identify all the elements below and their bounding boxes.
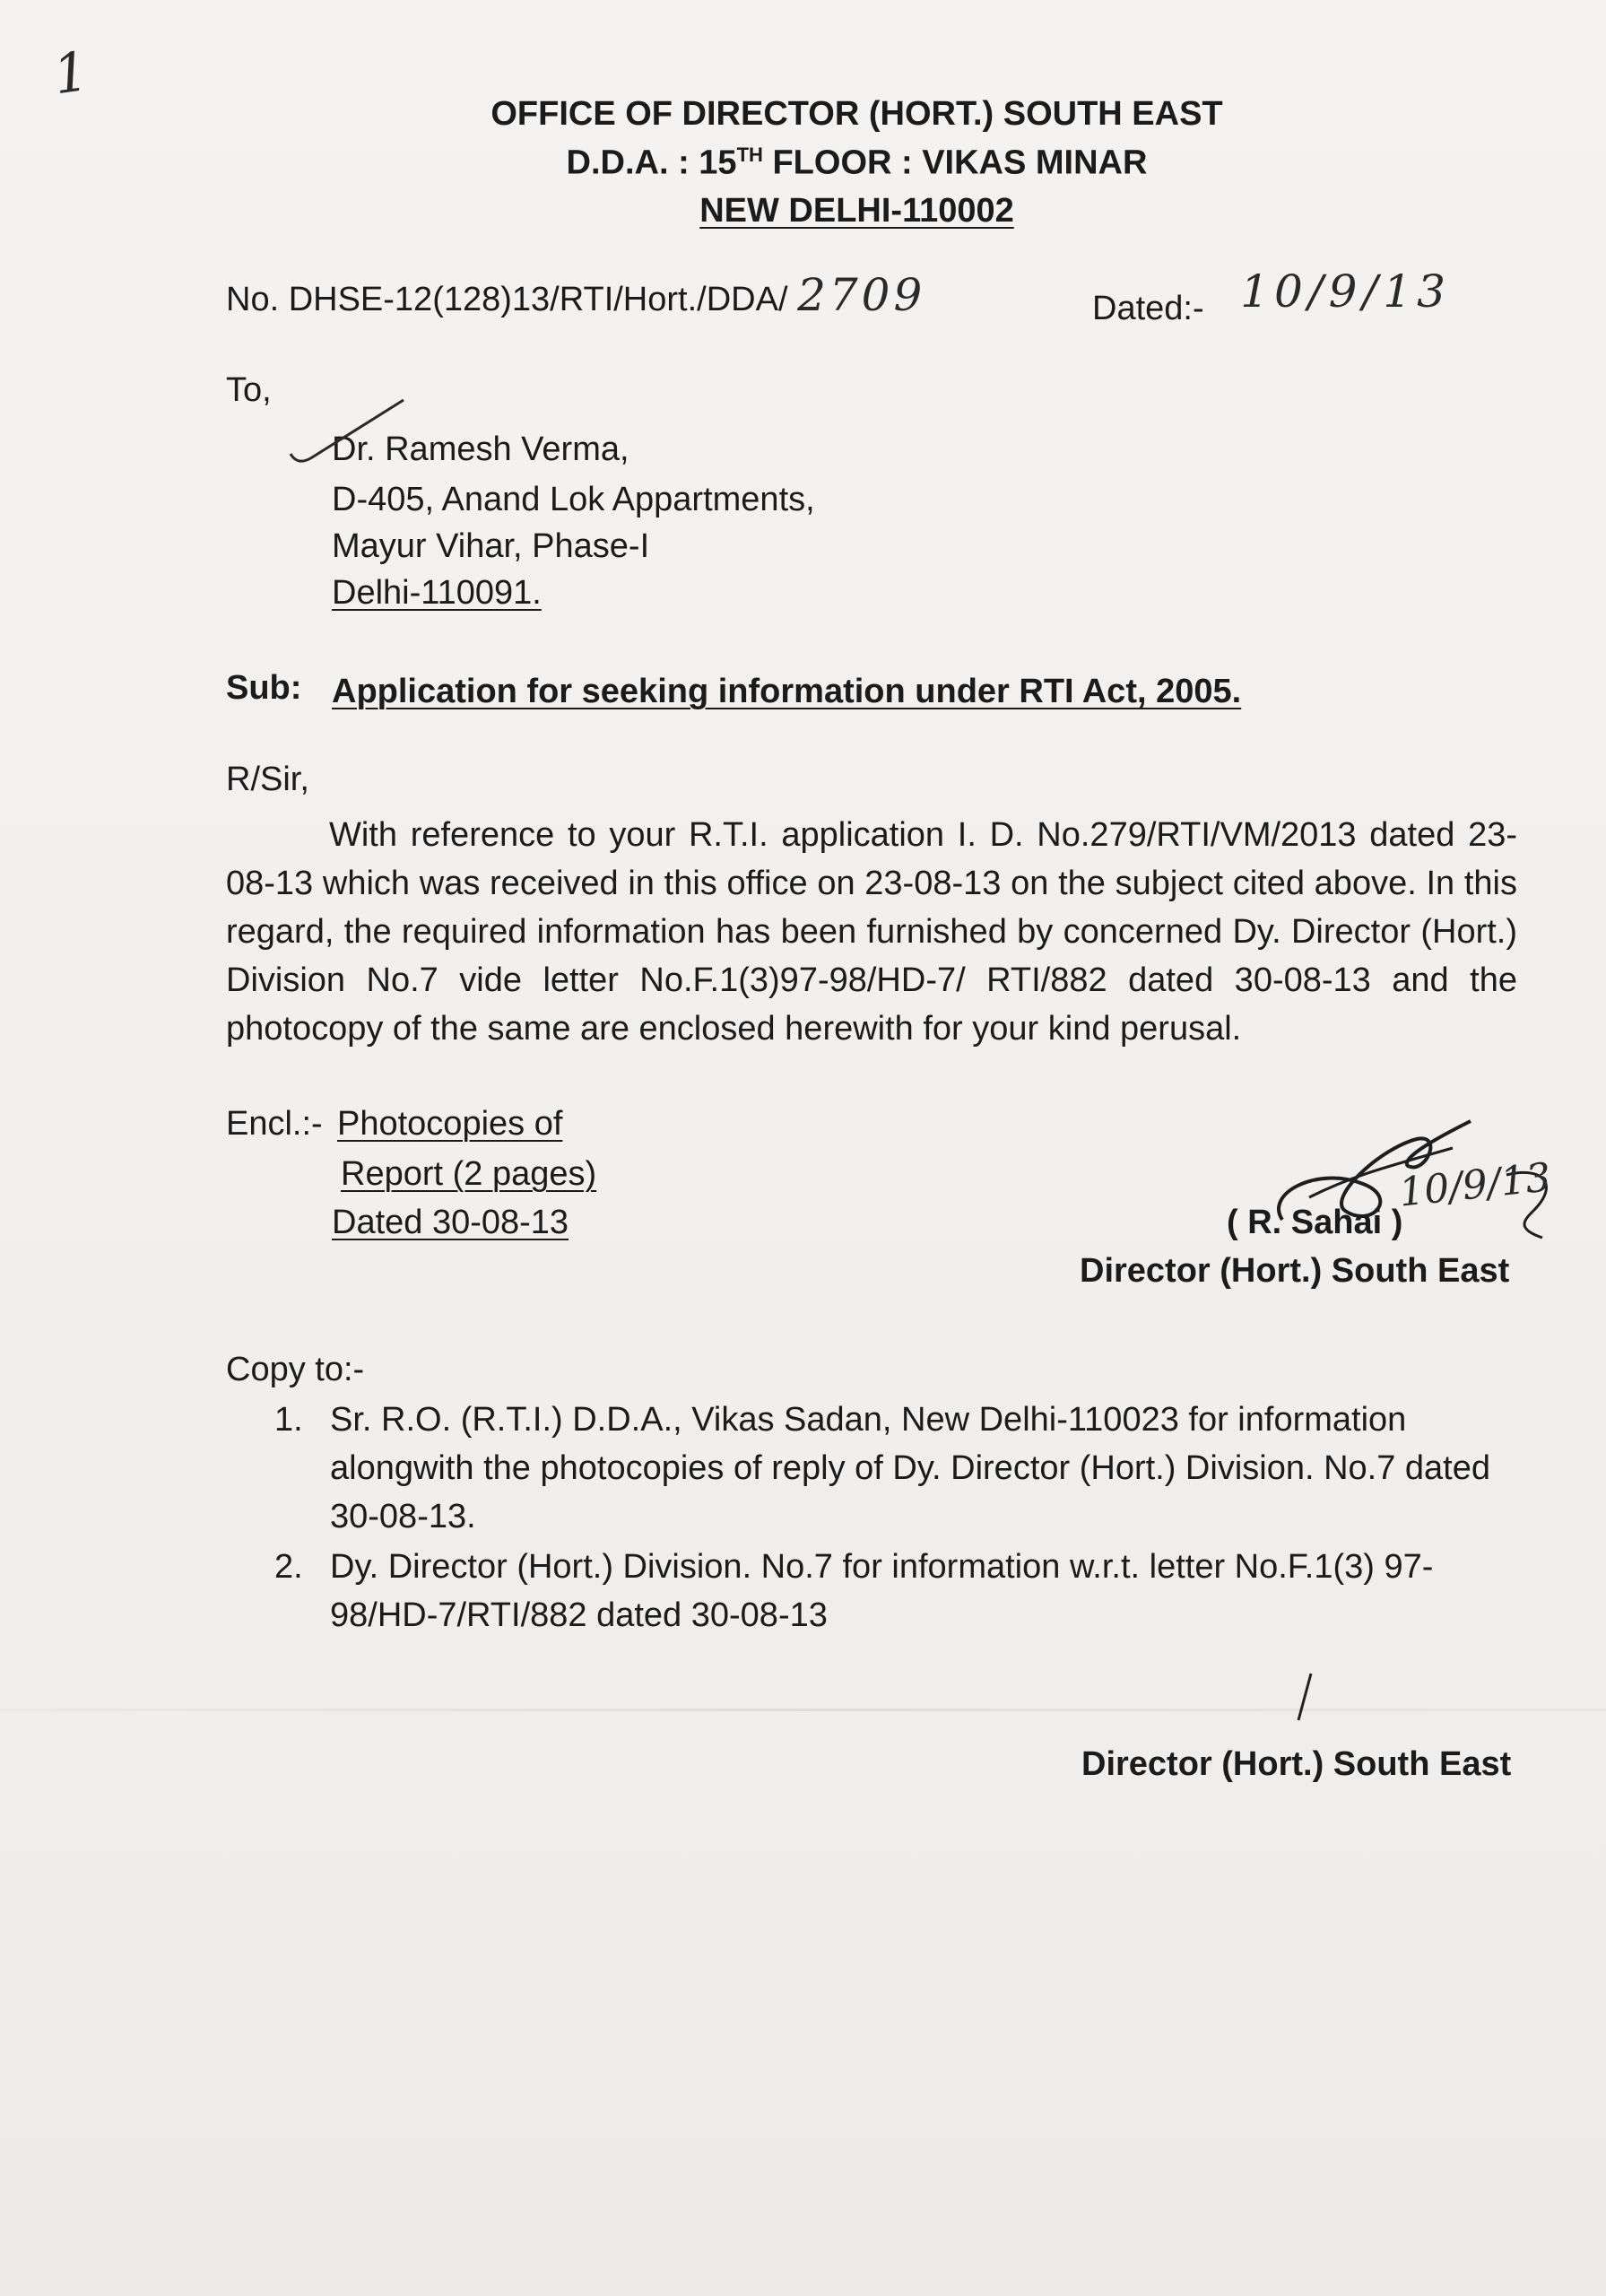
recipient-address-line2: Mayur Vihar, Phase-I — [332, 527, 650, 565]
enclosure-line1 — [337, 1100, 562, 1148]
corner-handwritten-mark: 1 — [49, 39, 92, 108]
enclosure-label: Encl.:- — [226, 1105, 323, 1143]
to-label: To, — [226, 371, 272, 409]
list-item-number: 1. — [274, 1401, 303, 1439]
body-text: With reference to your R.T.I. application I. D. No.279/RTI/VM/2013 dated 23-08-13 which was received in this office on 23-08-13 on the subject cited above. In this regard, the required information has been furnished by concerned Dy. Director (Hort.) Division No.7 vide letter No.F.1(3)97-98/HD-7/ RTI/882 dated 30-08-13 and the photocopy of the same are enclosed herewith for your kind perusal. — [226, 816, 1517, 1048]
recipient-address-line3-text: Delhi-110091. — [332, 574, 542, 612]
address-floor-prefix: D.D.A. : 15 — [566, 144, 737, 182]
reference-date-handwritten: 10/9/13 — [1240, 265, 1451, 317]
recipient-address-line3 — [332, 569, 542, 617]
recipient-address-line1: D-405, Anand Lok Appartments, — [332, 481, 815, 518]
initial-mark — [1291, 1670, 1318, 1724]
signatory-name: ( R. Sahai ) — [1227, 1204, 1403, 1241]
subject-text — [332, 667, 1241, 716]
address-floor-sup: TH — [736, 144, 763, 166]
enclosure-line1-text: Photocopies of — [337, 1105, 563, 1143]
footer-signatory-title: Director (Hort.) South East — [1081, 1745, 1512, 1783]
list-item-number: 2. — [274, 1548, 303, 1586]
reference-date-label: Dated:- — [1092, 290, 1204, 327]
address-floor-suffix: FLOOR : VIKAS MINAR — [762, 144, 1148, 182]
tick-mark-icon — [285, 395, 411, 466]
enclosure-line3 — [332, 1198, 569, 1247]
recipient-name: Dr. Ramesh Verma, — [332, 430, 629, 468]
office-city — [0, 192, 1606, 230]
office-city-text: NEW DELHI-110002 — [699, 192, 1014, 230]
signature-handwritten-date: 10/9/13 — [1396, 1154, 1553, 1216]
enclosure-line2 — [341, 1150, 596, 1198]
signatory-title: Director (Hort.) South East — [1080, 1252, 1510, 1290]
list-item-text: Dy. Director (Hort.) Division. No.7 for information w.r.t. letter No.F.1(3) 97-98/HD-7/RTI/882 dated 30-08-13 — [330, 1548, 1434, 1634]
subject-label: Sub: — [226, 669, 302, 707]
reference-date — [1092, 265, 1451, 333]
fold-line — [0, 1709, 1606, 1711]
enclosure-line3-text: Dated 30-08-13 — [332, 1204, 569, 1241]
list-item — [274, 1396, 1539, 1541]
office-address-line — [0, 144, 1606, 183]
subject-text-underlined: Application for seeking information under RTI Act, 2005. — [332, 673, 1242, 710]
reference-number-handwritten: 2709 — [797, 269, 926, 321]
body-paragraph — [226, 811, 1517, 1053]
salutation: R/Sir, — [226, 761, 309, 798]
copy-to-list — [274, 1396, 1539, 1641]
list-item — [274, 1543, 1539, 1639]
reference-number-label: No. DHSE-12(128)13/RTI/Hort./DDA/ — [226, 281, 788, 318]
reference-number — [226, 271, 925, 324]
office-title: OFFICE OF DIRECTOR (HORT.) SOUTH EAST — [490, 95, 1223, 133]
enclosure-line2-text: Report (2 pages) — [341, 1155, 597, 1193]
list-item-text: Sr. R.O. (R.T.I.) D.D.A., Vikas Sadan, New Delhi-110023 for information alongwith the photocopies of reply of Dy. Director (Hort.) Division. No.7 dated 30-08-13. — [330, 1401, 1491, 1535]
copy-to-label: Copy to:- — [226, 1351, 365, 1388]
